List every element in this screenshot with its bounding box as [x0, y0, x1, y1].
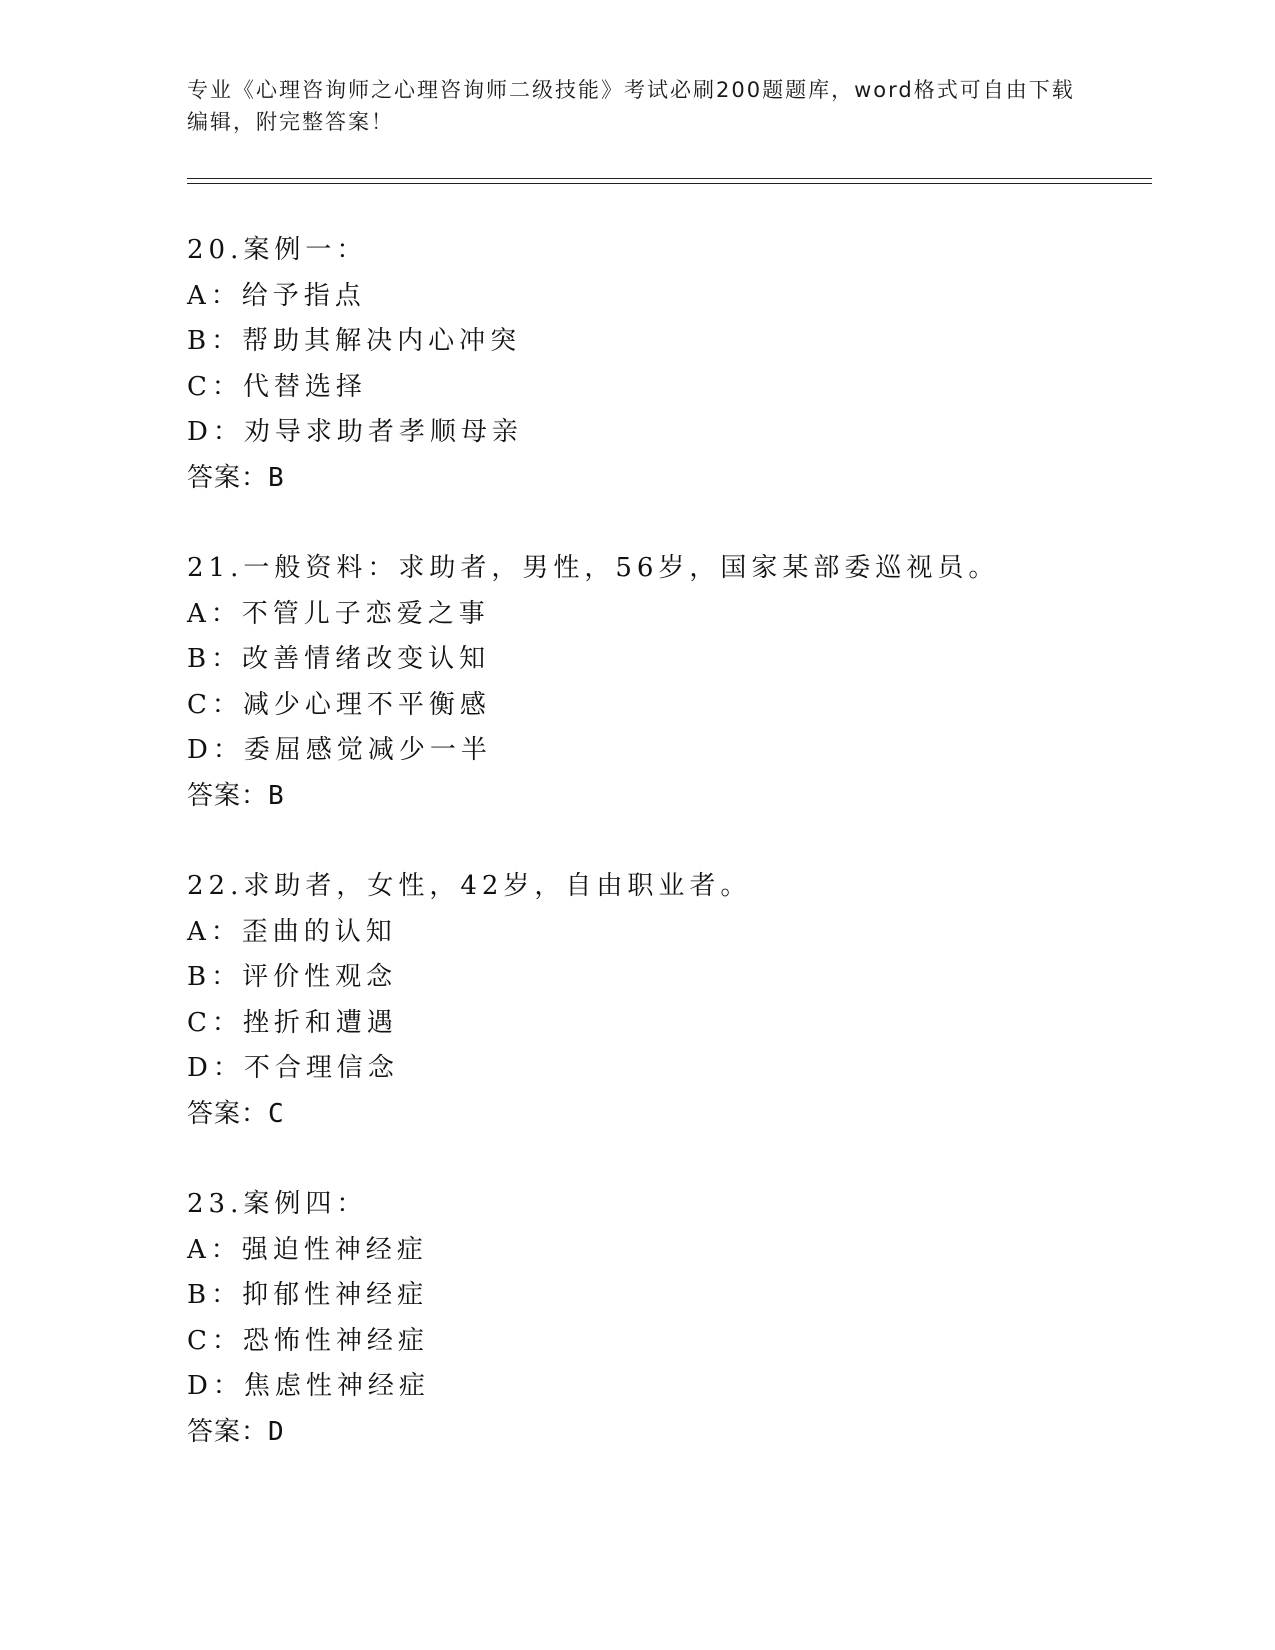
- question-20: [187, 228, 1147, 501]
- answer-label: 答案：: [187, 1098, 269, 1129]
- option-b: B：抑郁性神经症: [187, 1280, 429, 1310]
- answer-label: 答案：: [187, 780, 269, 811]
- answer-value: B: [268, 462, 285, 493]
- question-21: [187, 546, 1147, 819]
- option-d: D：劝导求助者孝顺母亲: [187, 417, 523, 447]
- answer-value: B: [268, 780, 285, 811]
- answer-line: [187, 1092, 1147, 1138]
- option-b: B：评价性观念: [187, 962, 398, 992]
- answer-value: D: [268, 1416, 285, 1447]
- option-b: B：帮助其解决内心冲突: [187, 326, 522, 356]
- option-c: C：恐怖性神经症: [187, 1325, 429, 1356]
- option-c: C：减少心理不平衡感: [187, 689, 491, 720]
- option-d: D：不合理信念: [187, 1053, 399, 1083]
- option-c: C：挫折和遭遇: [187, 1007, 398, 1038]
- document-intro: 专业《心理咨询师之心理咨询师二级技能》考试必刷200题题库，word格式可自由下载编辑，附完整答案！: [187, 78, 1075, 134]
- question-stem: 21.一般资料：求助者，男性，56岁，国家某部委巡视员。: [187, 553, 1000, 583]
- answer-label: 答案：: [187, 1416, 269, 1447]
- option-d: D：委屈感觉减少一半: [187, 735, 492, 765]
- header-divider-top: [187, 178, 1152, 179]
- question-22: [187, 864, 1147, 1137]
- option-a: A：不管儿子恋爱之事: [187, 598, 490, 629]
- question-stem: 20.案例一：: [187, 235, 368, 265]
- option-a: A：强迫性神经症: [187, 1234, 428, 1265]
- answer-label: 答案：: [187, 462, 269, 493]
- option-b: B：改善情绪改变认知: [187, 644, 491, 674]
- question-stem: 23.案例四：: [187, 1189, 368, 1219]
- option-a: A：歪曲的认知: [187, 916, 397, 947]
- header-divider-bottom: [187, 183, 1152, 184]
- answer-value: C: [268, 1098, 285, 1129]
- answer-line: [187, 774, 1147, 820]
- question-stem: 22.求助者，女性，42岁，自由职业者。: [187, 871, 752, 901]
- answer-line: [187, 456, 1147, 502]
- option-a: A：给予指点: [187, 280, 366, 311]
- question-23: [187, 1182, 1147, 1455]
- option-d: D：焦虑性神经症: [187, 1371, 430, 1401]
- option-c: C：代替选择: [187, 371, 367, 402]
- answer-line: [187, 1410, 1147, 1456]
